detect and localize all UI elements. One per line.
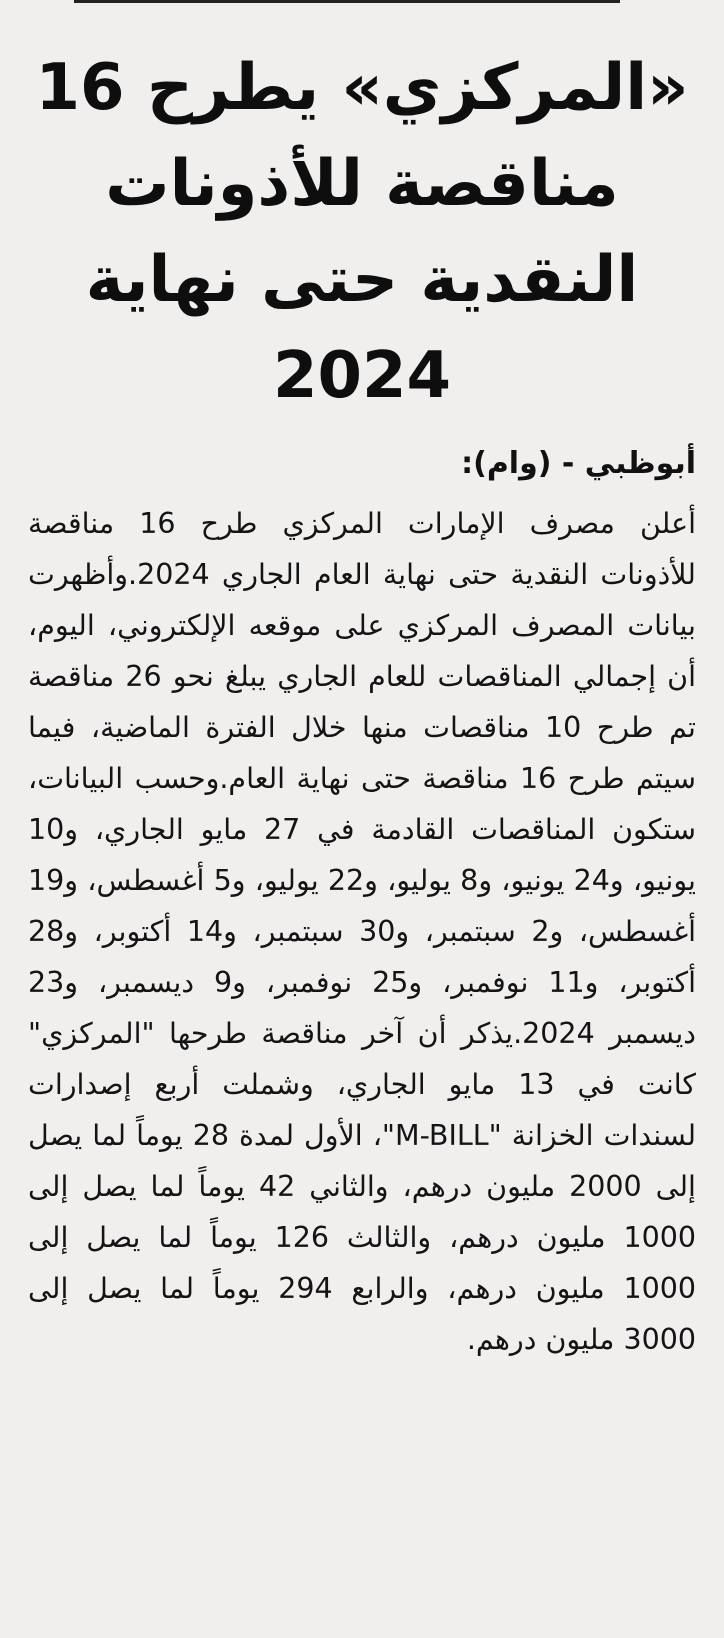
article-body: أعلن مصرف الإمارات المركزي طرح 16 مناقصة للأذونات النقدية حتى نهاية العام الجاري 2024.وأظهرت بيانات المصرف المركزي على موقعه الإلكتروني، اليوم، أن إجمالي المناقصات للعام الجاري يبلغ نحو 26 مناقصة تم طرح 10 مناقصات منها خلال الفترة الماضية، فيما سيتم طرح 16 مناقصة حتى نهاية العام.وحسب البيانات، ستكون المناقصات القادمة في 27 مايو الجاري، و10 يونيو، و24 يونيو، و8 يوليو، و22 يوليو، و5 أغسطس، و19 أغسطس، و2 سبتمبر، و30 سبتمبر، و14 أكتوبر، و28 أكتوبر، و11 نوفمبر، و25 نوفمبر، و9 ديسمبر، و23 ديسمبر 2024.يذكر أن آخر مناقصة طرحها "المركزي" كانت في 13 مايو الجاري، وشملت أربع إصدارات لسندات الخزانة "M-BILL"، الأول لمدة 28 يوماً لما يصل إلى 2000 مليون درهم، والثاني 42 يوماً لما يصل إلى 1000 مليون درهم، والثالث 126 يوماً لما يصل إلى 1000 مليون درهم، والرابع 294 يوماً لما يصل إلى 3000 مليون درهم.	[28, 507, 697, 1356]
news-article	[28, 40, 696, 1365]
article-dateline: أبوظبي - (وام):	[461, 446, 696, 481]
top-divider	[74, 0, 620, 3]
article-headline: «المركزي» يطرح 16 مناقصة للأذونات النقدية حتى نهاية 2024	[35, 51, 689, 413]
